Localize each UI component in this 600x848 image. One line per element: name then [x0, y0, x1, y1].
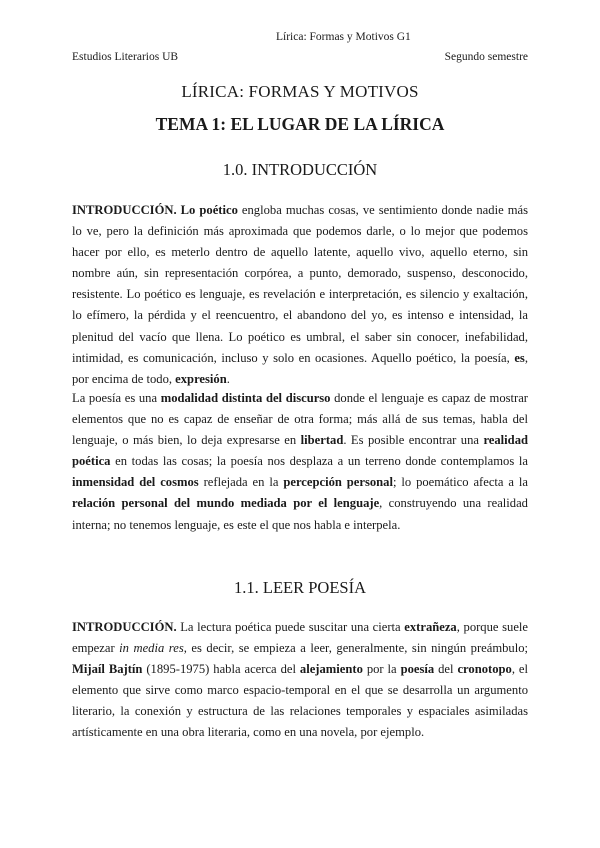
bold-term: inmensidad del cosmos — [72, 475, 199, 490]
text-run: ; lo poemático afecta a la — [392, 475, 528, 490]
text-run: en todas las cosas; la poesía nos desplaza a un terreno donde contemplamos la — [110, 454, 528, 469]
bold-term: extrañeza — [404, 620, 457, 634]
text-run: , porque suele empezar — [72, 620, 528, 656]
bold-term: libertad — [300, 433, 344, 448]
bold-term: Lo poético — [180, 203, 238, 217]
bold-term: poesía — [400, 662, 435, 677]
text-run: La poesía es una — [72, 391, 161, 405]
bold-term: INTRODUCCIÓN. — [72, 203, 177, 217]
text-run: La lectura poética puede suscitar una cierta — [176, 620, 405, 634]
paragraph-intro-1 — [72, 200, 528, 390]
section-heading-introduccion: 1.0. INTRODUCCIÓN — [222, 160, 378, 179]
header-course-title: Lírica: Formas y Motivos G1 — [276, 31, 411, 43]
bold-term: cronotopo — [457, 662, 512, 677]
text-run: , el elemento que sirve como marco espacio-temporal en el que se desarrolla un argumento literario, la conexión y estructura de las relaciones temporales y espaciales asimiladas artísticamente en una obra literaria, como en una novela, por ejemplo. — [72, 662, 528, 740]
section-heading-leer-poesia: 1.1. LEER POESÍA — [234, 578, 366, 597]
text-run: , es decir, se empieza a leer, generalmente, sin ningún preámbulo; — [183, 641, 529, 656]
bold-term: es — [514, 350, 525, 365]
text-run: engloba muchas cosas, ve sentimiento donde nadie más lo ve, pero la definición más aproximada que podemos darle, o lo mejor que podemos hacer por ello, es meterlo dentro de aquello latente, aquello vivo, aquello eterno, sin nombre aún, sin representación corpórea, a punto, demorado, suspenso, desconocido, resistente. Lo poético es lenguaje, es revelación e interpretación, es silencio y exaltación, lo efímero, la pérdida y el reencuentro, el abandono del yo, es intenso e intensidad, la plenitud del vacío que llena. Lo poético es umbral, el saber sin conocer, inefabilidad, intimidad, es comunicación, incluso y solo en ocasiones. Aquello poético, la poesía, — [72, 203, 528, 365]
text-run: (1895-1975) habla acerca del — [142, 662, 300, 677]
document-subtitle: TEMA 1: EL LUGAR DE LA LÍRICA — [155, 114, 445, 134]
text-run: . — [226, 371, 230, 386]
paragraph-intro-2 — [72, 388, 528, 536]
document-title: LÍRICA: FORMAS Y MOTIVOS — [181, 82, 419, 101]
bold-term: Mijaíl Bajtín — [72, 662, 143, 677]
text-run: del — [434, 662, 458, 677]
header-semester: Segundo semestre — [444, 51, 528, 63]
text-run: . Es posible encontrar una — [343, 433, 484, 448]
text-run: , por encima de todo, — [72, 350, 528, 386]
text-run: , construyendo una realidad interna; no tenemos lenguaje, es este el que nos habla e interpela. — [72, 496, 528, 532]
bold-term: percepción personal — [283, 475, 393, 490]
bold-term: alejamiento — [299, 662, 363, 677]
text-run: por la — [362, 662, 401, 677]
bold-term: INTRODUCCIÓN. — [72, 620, 177, 634]
text-run: donde el lenguaje es capaz de mostrar elementos que no es capaz de enseñar de otra forma; más allá de sus temas, habla del lenguaje, o más bien, lo deja expresarse en — [72, 391, 528, 448]
header-department: Estudios Literarios UB — [72, 51, 179, 63]
bold-term: modalidad distinta del discurso — [160, 391, 331, 405]
text-run: reflejada en la — [198, 475, 284, 490]
bold-term: expresión — [175, 371, 227, 386]
italic-term: in media res — [119, 641, 184, 656]
bold-term: realidad poética — [72, 433, 528, 469]
paragraph-leer-1 — [72, 617, 528, 744]
bold-term: relación personal del mundo mediada por el lenguaje — [72, 496, 380, 511]
